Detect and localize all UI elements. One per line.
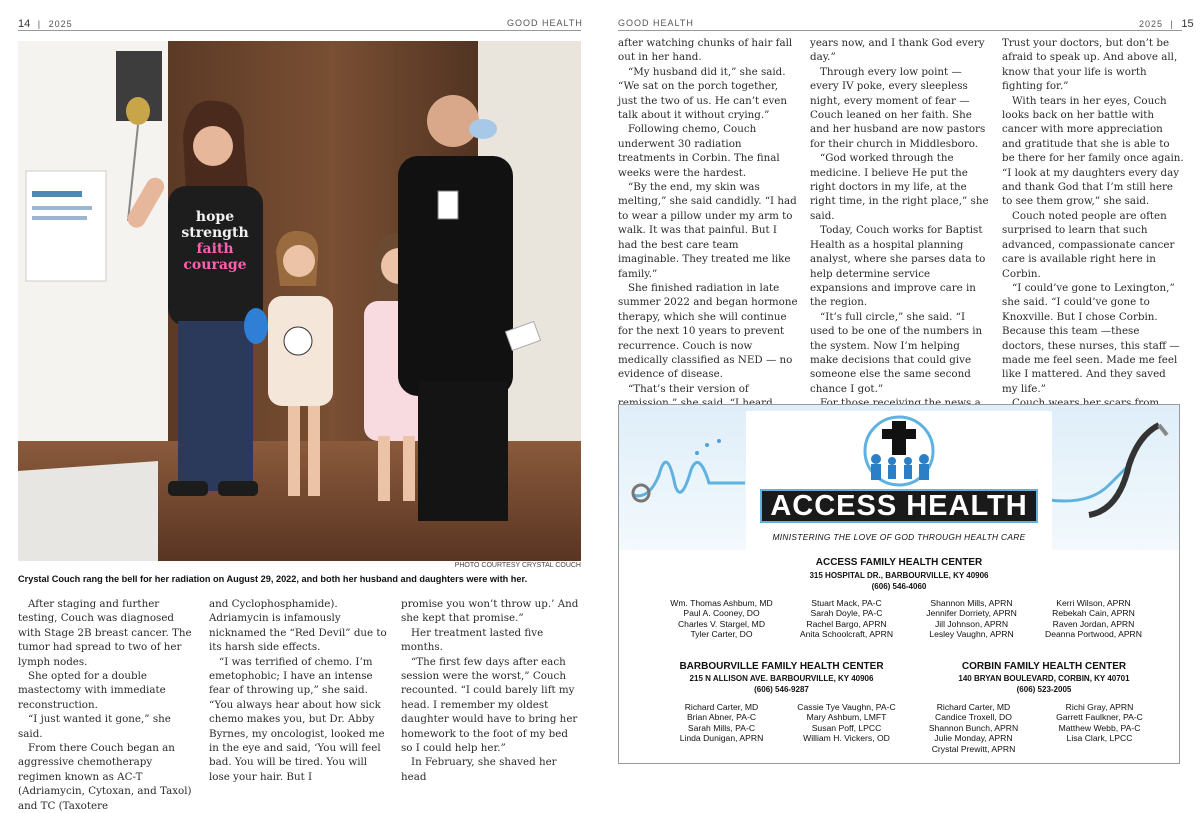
barbourville-providers-col-1 xyxy=(659,702,784,744)
left-column-2 xyxy=(209,597,389,784)
photo-caption: Crystal Couch rang the bell for her radiation on August 29, 2022, and both her husband and daughters were with her. xyxy=(18,574,528,584)
corbin-center-address: 140 BRYAN BOULEVARD, CORBIN, KY 40701 xyxy=(958,674,1130,683)
provider-name: Anita Schoolcraft, APRN xyxy=(799,629,894,640)
paragraph: Following chemo, Couch underwent 30 radiation treatments in Corbin. The final weeks were the hardest. xyxy=(618,123,780,179)
right-column-3 xyxy=(1002,36,1184,454)
shirt-text-4: courage xyxy=(183,257,247,273)
paragraph: She finished radiation in late summer 2022 and began hormone therapy, which she will continue for the next 10 years to prevent recurrence. Couch is now medically classified as NED — no evidence of disease. xyxy=(618,281,798,381)
right-header-rule xyxy=(618,30,1182,31)
paragraph: Today, Couch works for Baptist Health as a hospital planning analyst, where she parses data to help determine service expansions and improve care in the region. xyxy=(810,224,986,309)
provider-name: Cassie Tye Vaughn, PA-C xyxy=(797,702,896,712)
main-providers-col-2 xyxy=(784,598,909,640)
right-page-section: GOOD HEALTH xyxy=(618,18,694,28)
main-providers-col-3 xyxy=(909,598,1034,640)
paragraph: With tears in her eyes, Couch looks back on her battle with cancer with more appreciation and gratitude that she is able to be there for her family once again. “I look at my daughters every day and thank God that I’m still here to see them grow,” she said. xyxy=(1002,94,1184,208)
main-center-phone: (606) 546-4060 xyxy=(871,582,927,591)
paragraph: “I was terrified of chemo. I’m emetophobic; I have an intense fear of throwing up,” she said. “You always hear about how sick chemo makes you, but Dr. Abby Byrnes, my oncologist, looked me in the eye and said, ‘You will feel bad. You will be tired. You will lose your hair. But I xyxy=(209,655,385,783)
paragraph: “I could’ve gone to Lexington,” she said. “I could’ve gone to Knoxville. But I chose Corbin. Because this team —these doctors, these nurses, this staff — made me feel seen. Made me feel like I mattered. And they saved my life.” xyxy=(1002,281,1180,395)
paragraph: Her treatment lasted five months. xyxy=(401,626,544,654)
shirt-text-1: hope xyxy=(195,209,235,225)
paragraph: Couch noted people are often surprised to learn that such advanced, compassionate cancer care is available right here in Corbin. xyxy=(1002,209,1175,280)
right-page-header: 2025 | 15 xyxy=(1139,18,1194,30)
provider-name: Jill Johnson, APRN xyxy=(934,618,1009,629)
provider-name: Richi Gray, APRN xyxy=(1065,702,1134,712)
paragraph: “By the end, my skin was melting,” she said candidly. “I had to wear a pillow under my arm to walk. It was that painful. But I had the best care team imaginable. They treated me like family.” xyxy=(618,181,797,280)
provider-name: Crystal Prewitt, APRN xyxy=(931,743,1016,754)
paragraph: After staging and further testing, Couch was diagnosed with Stage 2B breast cancer. The tumor had spread to two of her lymph nodes. xyxy=(18,598,192,668)
provider-name: Brian Abner, PA-C xyxy=(686,712,757,723)
provider-name: Mary Ashbum, LMFT xyxy=(806,712,887,723)
paragraph: and Cyclophosphamide). Adriamycin is infamously nicknamed the “Red Devil” due to its harsh side effects. xyxy=(209,598,387,654)
provider-name: Tyler Carter, DO xyxy=(690,629,753,640)
paragraph: “God worked through the medicine. I believe He put the right doctors in my life, at the right time, in the right place,” she said. xyxy=(810,152,989,222)
right-page-number: 15 xyxy=(1181,18,1194,30)
corbin-center-name: CORBIN FAMILY HEALTH CENTER xyxy=(961,661,1127,672)
provider-name: William H. Vickers, OD xyxy=(803,733,890,744)
left-column-1 xyxy=(18,597,198,813)
photo-bell-ringing xyxy=(18,41,581,561)
provider-name: Richard Carter, MD xyxy=(684,702,759,712)
cross-family-logo-icon xyxy=(746,411,1052,491)
main-providers-col-4 xyxy=(1031,598,1156,640)
right-page-year: 2025 xyxy=(1139,19,1164,29)
access-health-ad xyxy=(618,404,1180,764)
provider-name: Candice Troxell, DO xyxy=(935,712,1012,723)
provider-name: Paul A. Cooney, DO xyxy=(683,608,760,619)
provider-name: Lisa Clark, LPCC xyxy=(1066,733,1133,744)
paragraph: She opted for a double mastectomy with immediate reconstruction. xyxy=(18,670,166,711)
provider-name: Rebekah Cain, APRN xyxy=(1052,608,1135,619)
main-center-name: ACCESS FAMILY HEALTH CENTER xyxy=(815,557,983,568)
photo-credit: PHOTO COURTESY CRYSTAL COUCH xyxy=(454,562,581,569)
provider-name: Sarah Doyle, PA-C xyxy=(810,608,883,619)
provider-name: Shannon Bunch, APRN xyxy=(928,722,1019,733)
right-column-2 xyxy=(810,36,990,454)
provider-name: Garrett Faulkner, PA-C xyxy=(1056,712,1143,723)
provider-name: Wm. Thomas Ashbum, MD xyxy=(670,598,773,608)
left-page-number: 14 xyxy=(18,18,31,30)
corbin-center-phone: (606) 523-2005 xyxy=(1016,685,1072,694)
photo-illustration xyxy=(18,41,581,561)
paragraph: “My husband did it,” she said. “We sat on the porch together, just the two of us. He can’t even talk about it without crying.” xyxy=(618,65,788,122)
barbourville-providers-col-2 xyxy=(784,702,909,744)
main-center-address: 315 HOSPITAL DR., BARBOURVILLE, KY 40906 xyxy=(809,571,989,580)
paragraph: “It’s full circle,” she said. “I used to be one of the numbers in the system. Now I’m helping make decisions that could give someone else the same second chance I got.” xyxy=(810,310,983,395)
paragraph: “The first few days after each session were the worst,” Couch recounted. “I could barely lift my head. I remember my oldest daughter would have to bring her homework to the foot of my bed so I could help her.” xyxy=(401,655,578,755)
left-page-header: 14 | 2025 xyxy=(18,18,73,30)
provider-name: Rachel Bargo, APRN xyxy=(806,618,887,629)
main-providers-col-1 xyxy=(659,598,784,640)
provider-name: Deanna Portwood, APRN xyxy=(1045,629,1142,640)
barbourville-center-phone: (606) 546-9287 xyxy=(754,685,809,694)
left-page-section: GOOD HEALTH xyxy=(507,18,583,28)
provider-name: Linda Dunigan, APRN xyxy=(679,733,764,744)
logo-card xyxy=(746,411,1052,551)
provider-name: Susan Poff, LPCC xyxy=(811,722,882,733)
provider-name: Stuart Mack, PA-C xyxy=(811,598,882,608)
provider-name: Julie Monday, APRN xyxy=(934,733,1013,744)
corbin-providers-col-1 xyxy=(911,702,1036,754)
right-column-1 xyxy=(618,36,798,439)
provider-name: Richard Carter, MD xyxy=(936,702,1011,712)
provider-name: Shannon Mills, APRN xyxy=(930,598,1013,608)
barbourville-center-name: BARBOURVILLE FAMILY HEALTH CENTER xyxy=(679,661,884,672)
left-header-rule xyxy=(18,30,581,31)
barbourville-center-address: 215 N ALLISON AVE. BARBOURVILLE, KY 40906 xyxy=(689,674,874,683)
shirt-text-2: strength xyxy=(181,225,249,241)
provider-name: Sarah Mills, PA-C xyxy=(687,722,756,733)
provider-name: Charles V. Stargel, MD xyxy=(677,618,766,629)
ad-tagline: MINISTERING THE LOVE OF GOD THROUGH HEALTH CARE xyxy=(772,532,1026,542)
paragraph: Trust your doctors, but don’t be afraid to speak up. And above all, know that your life is worth fighting for.” xyxy=(1002,37,1178,93)
paragraph: Through every low point —every IV poke, every sleepless night, every moment of fear —Couch leaned on her faith. She and her husband are now pastors for their church in Middlesboro. xyxy=(810,65,986,150)
paragraph: after watching chunks of hair fall out in her hand. xyxy=(618,37,793,64)
left-column-3 xyxy=(401,597,581,784)
paragraph: promise you won’t throw up.’ And she kept that promise.” xyxy=(401,598,579,625)
provider-name: Lesley Vaughn, APRN xyxy=(929,629,1014,640)
corbin-providers-col-2 xyxy=(1037,702,1162,744)
paragraph: From there Couch began an aggressive chemotherapy regimen known as AC-T (Adriamycin, Cytoxan, and Taxol) and TC (Taxotere xyxy=(18,742,192,812)
ad-banner xyxy=(619,405,1179,550)
provider-name: Matthew Webb, PA-C xyxy=(1058,722,1141,733)
paragraph: years now, and I thank God every day.” xyxy=(810,37,985,64)
paragraph: In February, she shaved her head xyxy=(401,756,557,783)
access-health-logo: ACCESS HEALTH xyxy=(760,489,1038,523)
shirt-text-3: faith xyxy=(196,241,234,257)
left-page xyxy=(0,0,595,812)
provider-name: Raven Jordan, APRN xyxy=(1052,618,1135,629)
paragraph: “I just wanted it gone,” she said. xyxy=(18,713,171,740)
provider-name: Jennifer Dorriety, APRN xyxy=(926,608,1017,619)
left-page-year: 2025 xyxy=(48,19,73,29)
provider-name: Kerri Wilson, APRN xyxy=(1056,598,1131,608)
paragraph: “That’s their version of xyxy=(628,382,749,395)
